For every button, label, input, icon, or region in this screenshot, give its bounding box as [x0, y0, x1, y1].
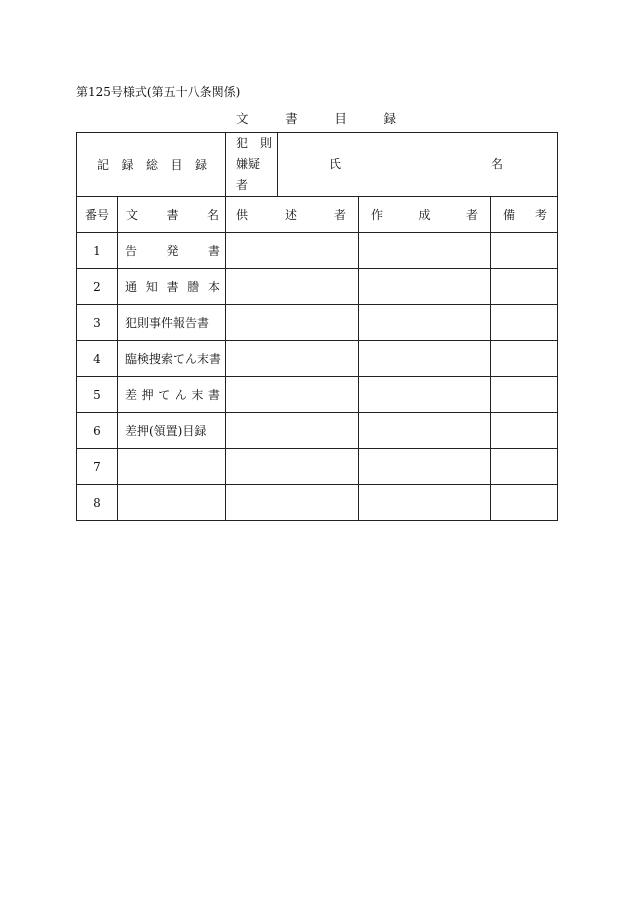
- name-cell: [278, 133, 558, 197]
- table-row: [77, 269, 558, 305]
- row-remarks-cell: [491, 449, 558, 485]
- document-name-text: 差押(領置)目録: [125, 424, 207, 438]
- table-row: [77, 305, 558, 341]
- name-given-label: 名: [491, 157, 504, 171]
- title-char: 目: [334, 111, 347, 126]
- row-document-name: [118, 233, 226, 269]
- document-name-text: 書: [166, 280, 179, 294]
- row-author-cell: [359, 485, 491, 521]
- record-summary-char: 録: [121, 158, 134, 172]
- row-remarks-cell: [491, 269, 558, 305]
- row-number: 8: [77, 485, 118, 521]
- form-number-label: 第125号様式(第五十八条関係): [76, 85, 241, 99]
- row-statement-cell: [226, 413, 359, 449]
- header-row: [77, 133, 558, 197]
- col-number-header: 番号: [77, 197, 118, 233]
- table-row: [77, 233, 558, 269]
- row-remarks-cell: [491, 305, 558, 341]
- col-docname-header: 文 書 名: [118, 197, 226, 233]
- document-name-text: 本: [208, 280, 221, 294]
- row-statement-cell: [226, 485, 359, 521]
- row-author-cell: [359, 233, 491, 269]
- record-summary-char: 目: [170, 158, 183, 172]
- row-statement-cell: [226, 377, 359, 413]
- title-char: 文: [236, 111, 249, 126]
- col-statement-header: 供 述 者: [226, 197, 359, 233]
- table-row: [77, 485, 558, 521]
- document-name-text: 末: [191, 388, 204, 402]
- row-remarks-cell: [491, 233, 558, 269]
- document-name-text: 知: [145, 280, 158, 294]
- row-number: 6: [77, 413, 118, 449]
- row-statement-cell: [226, 233, 359, 269]
- row-remarks-cell: [491, 413, 558, 449]
- document-rows: [77, 233, 558, 521]
- row-document-name: [118, 341, 226, 377]
- column-header-row: [77, 197, 558, 233]
- row-remarks-cell: [491, 377, 558, 413]
- row-remarks-cell: [491, 341, 558, 377]
- row-author-cell: [359, 269, 491, 305]
- table-row: [77, 449, 558, 485]
- document-name-text: 書: [208, 244, 221, 258]
- suspect-line2: 嫌疑者: [236, 157, 261, 192]
- document-name-text: 押: [141, 388, 154, 402]
- row-number: 1: [77, 233, 118, 269]
- record-summary-cell: [77, 133, 226, 197]
- row-document-name: [118, 485, 226, 521]
- document-name-text: 犯則事件報告書: [125, 316, 210, 330]
- document-name-text: 謄: [187, 280, 200, 294]
- row-author-cell: [359, 449, 491, 485]
- row-author-cell: [359, 305, 491, 341]
- document-name-text: 通: [125, 280, 138, 294]
- row-statement-cell: [226, 449, 359, 485]
- row-number: 2: [77, 269, 118, 305]
- row-author-cell: [359, 377, 491, 413]
- row-number: 5: [77, 377, 118, 413]
- row-number: 3: [77, 305, 118, 341]
- row-author-cell: [359, 413, 491, 449]
- name-family-label: 氏: [329, 157, 342, 171]
- row-document-name: [118, 305, 226, 341]
- document-name-text: 差: [125, 388, 138, 402]
- document-name-text: 発: [166, 244, 179, 258]
- title-char: 書: [285, 111, 298, 126]
- suspect-char: 則: [260, 136, 273, 150]
- document-name-text: 告: [125, 244, 138, 258]
- row-document-name: [118, 269, 226, 305]
- document-title: [236, 109, 396, 127]
- row-statement-cell: [226, 269, 359, 305]
- document-list-table: [76, 132, 558, 521]
- record-summary-char: 録: [195, 158, 208, 172]
- record-summary-char: 総: [146, 158, 159, 172]
- col-remarks-header: 備 考: [491, 197, 558, 233]
- row-remarks-cell: [491, 485, 558, 521]
- table-row: [77, 413, 558, 449]
- document-name-text: ん: [174, 388, 187, 402]
- row-statement-cell: [226, 341, 359, 377]
- row-statement-cell: [226, 305, 359, 341]
- row-number: 7: [77, 449, 118, 485]
- row-document-name: [118, 377, 226, 413]
- document-name-text: 書: [207, 388, 220, 402]
- row-number: 4: [77, 341, 118, 377]
- table-row: [77, 341, 558, 377]
- document-name-text: て: [158, 388, 171, 402]
- document-name-text: 臨検捜索てん末書: [125, 352, 222, 366]
- record-summary-char: 記: [97, 158, 110, 172]
- suspect-char: 犯: [236, 136, 249, 150]
- row-document-name: [118, 413, 226, 449]
- title-char: 録: [383, 111, 396, 126]
- row-author-cell: [359, 341, 491, 377]
- col-author-header: 作 成 者: [359, 197, 491, 233]
- suspect-label-cell: [226, 133, 278, 197]
- table-row: [77, 377, 558, 413]
- row-document-name: [118, 449, 226, 485]
